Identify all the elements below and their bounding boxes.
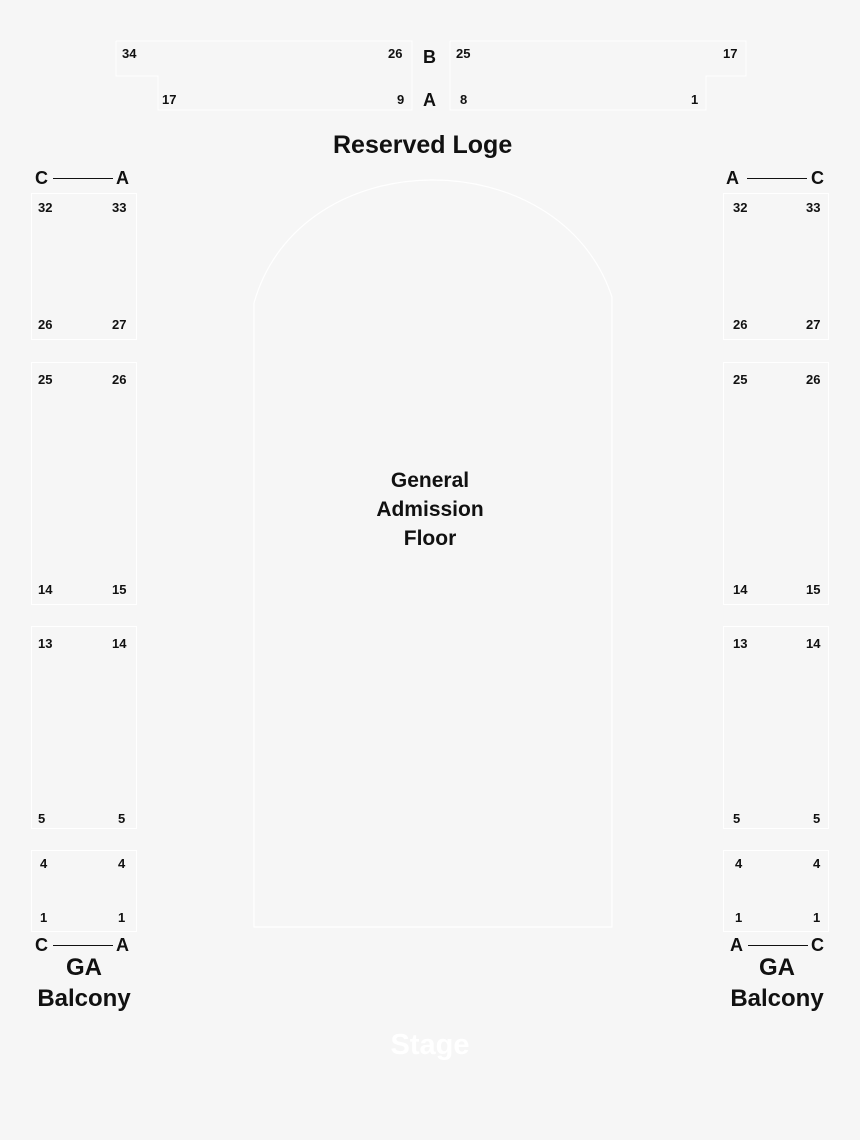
right-block-2-bot-b: 15 bbox=[806, 582, 821, 597]
floor-label-line2: Admission bbox=[376, 498, 484, 521]
right-bottom-outer-letter: C bbox=[811, 935, 824, 955]
right-block-1-top-b: 33 bbox=[806, 200, 821, 215]
loge-row-b-letter: B bbox=[423, 47, 436, 67]
left-bottom-outer-letter: C bbox=[35, 935, 48, 955]
left-block-4-bot-b: 1 bbox=[118, 910, 126, 925]
right-top-outer-letter: C bbox=[811, 168, 824, 188]
left-block-4-top-b: 4 bbox=[118, 856, 126, 871]
right-ga-label-line1: GA bbox=[759, 954, 795, 981]
loge-a-left-start[interactable]: 17 bbox=[162, 92, 177, 107]
left-top-rule bbox=[53, 178, 113, 179]
left-block-1-top-b: 33 bbox=[112, 200, 127, 215]
right-block-2-bot-a: 14 bbox=[733, 582, 748, 597]
loge-b-left-start[interactable]: 34 bbox=[122, 46, 137, 61]
left-block-3-top-a: 13 bbox=[38, 636, 53, 651]
ga-floor-label bbox=[330, 466, 530, 553]
right-block-3-bot-a: 5 bbox=[733, 811, 741, 826]
left-block-3-bot-b: 5 bbox=[118, 811, 126, 826]
floor-label-line1: General bbox=[390, 469, 470, 492]
left-ga-balcony-label bbox=[14, 952, 154, 1014]
right-block-4-top-b: 4 bbox=[813, 856, 821, 871]
floor-label-line3: Floor bbox=[403, 527, 457, 550]
left-block-3-top-b: 14 bbox=[112, 636, 127, 651]
left-ga-label-line1: GA bbox=[66, 954, 102, 981]
right-block-3-top-b: 14 bbox=[806, 636, 821, 651]
right-block-1-bot-b: 27 bbox=[806, 317, 821, 332]
left-ga-label-line2: Balcony bbox=[37, 985, 131, 1012]
left-block-2-top-a: 25 bbox=[38, 372, 53, 387]
right-block-1-bot-a: 26 bbox=[733, 317, 748, 332]
loge-row-a-letter: A bbox=[423, 90, 436, 110]
left-top-outer-letter: C bbox=[35, 168, 48, 188]
right-ga-label-line2: Balcony bbox=[730, 985, 824, 1012]
loge-b-right-end[interactable]: 17 bbox=[723, 46, 738, 61]
right-top-rule bbox=[747, 178, 807, 179]
right-block-4-bot-b: 1 bbox=[813, 910, 821, 925]
left-block-2-bot-b: 15 bbox=[112, 582, 127, 597]
left-bottom-rule bbox=[53, 945, 113, 946]
left-top-inner-letter: A bbox=[116, 168, 129, 188]
right-block-3-top-a: 13 bbox=[733, 636, 748, 651]
right-block-2-top-a: 25 bbox=[733, 372, 748, 387]
left-block-2-top-b: 26 bbox=[112, 372, 127, 387]
left-block-1-top-a: 32 bbox=[38, 200, 53, 215]
right-block-4-bot-a: 1 bbox=[735, 910, 743, 925]
left-bottom-inner-letter: A bbox=[116, 935, 129, 955]
left-block-2-bot-a: 14 bbox=[38, 582, 53, 597]
left-block-1-bot-b: 27 bbox=[112, 317, 127, 332]
loge-b-right-start[interactable]: 25 bbox=[456, 46, 471, 61]
left-block-3-bot-a: 5 bbox=[38, 811, 46, 826]
right-block-3-bot-b: 5 bbox=[813, 811, 821, 826]
loge-a-right-start[interactable]: 8 bbox=[460, 92, 468, 107]
ga-floor-shape[interactable] bbox=[254, 180, 612, 927]
left-block-4-bot-a: 1 bbox=[40, 910, 48, 925]
left-block-4-top-a: 4 bbox=[40, 856, 48, 871]
loge-a-left-end[interactable]: 9 bbox=[397, 92, 405, 107]
loge-a-right-end[interactable]: 1 bbox=[691, 92, 699, 107]
right-ga-balcony-label bbox=[707, 952, 847, 1014]
left-block-3[interactable] bbox=[31, 626, 137, 829]
right-bottom-rule bbox=[748, 945, 808, 946]
right-bottom-inner-letter: A bbox=[730, 935, 743, 955]
left-block-2[interactable] bbox=[31, 362, 137, 605]
loge-b-left-end[interactable]: 26 bbox=[388, 46, 403, 61]
right-block-2-top-b: 26 bbox=[806, 372, 821, 387]
stage-label: Stage bbox=[390, 1029, 470, 1061]
reserved-loge-title: Reserved Loge bbox=[333, 131, 513, 159]
right-top-inner-letter: A bbox=[726, 168, 739, 188]
right-block-4-top-a: 4 bbox=[735, 856, 743, 871]
right-block-2[interactable] bbox=[723, 362, 829, 605]
left-block-1-bot-a: 26 bbox=[38, 317, 53, 332]
right-block-3[interactable] bbox=[723, 626, 829, 829]
right-block-1-top-a: 32 bbox=[733, 200, 748, 215]
